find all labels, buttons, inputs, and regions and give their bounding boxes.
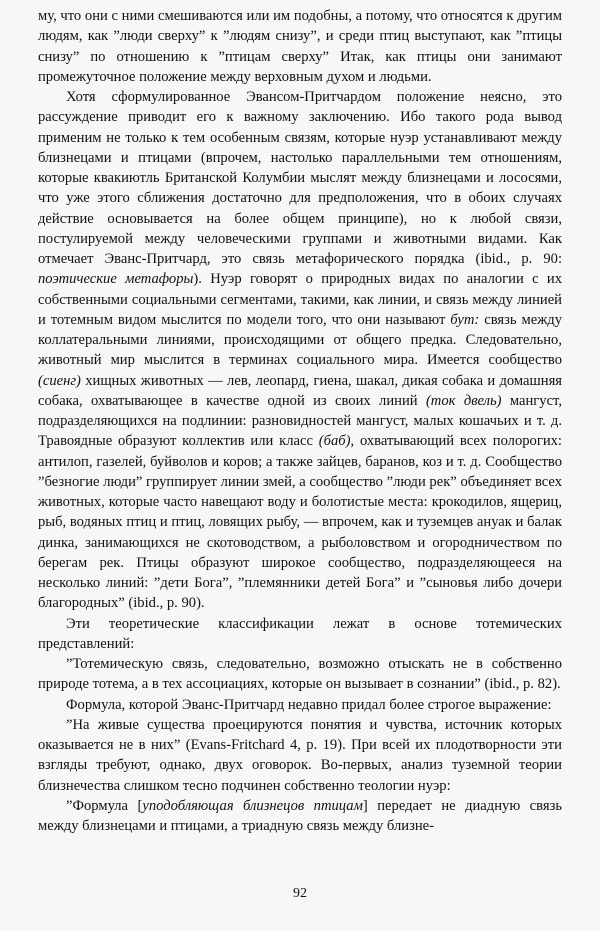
italic-text: бут: bbox=[450, 311, 480, 328]
paragraph bbox=[38, 796, 562, 837]
text-run: Эти теоретические классификации лежат в основе тотемических представлений: bbox=[38, 615, 562, 652]
text-run: Формула, которой Эванс-Притчард недавно придал более строгое выражение: bbox=[66, 696, 552, 713]
text-run: ] передает не диадную связь между близнецами и птицами, а триадную связь между близне- bbox=[38, 797, 562, 834]
text-run: ”На живые существа проецируются понятия и чувства, источник которых оказывается не в них” (Evans-Fritchard 4, p. 19). При всей их плодотворности эти взгляды требуют, однако, двух оговорок. Во-первых, анализ туземной теории близнечества слишком тесно подчинен собственно теологии нуэр: bbox=[38, 716, 562, 794]
paragraph bbox=[38, 715, 562, 796]
body-text bbox=[38, 6, 562, 836]
text-run: ”Формула [ bbox=[66, 797, 143, 814]
italic-text: уподобляющая близнецов птицам bbox=[142, 797, 363, 814]
continued-paragraph bbox=[38, 6, 562, 87]
text-run: мангуст, подразделяющихся на подлинии: разновидностей мангуст, малых кошачьих и т. д. Травоядные образуют коллектив или класс bbox=[38, 392, 562, 450]
italic-text: (сиенг) bbox=[38, 372, 81, 389]
paragraph bbox=[38, 654, 562, 695]
paragraph bbox=[38, 87, 562, 614]
italic-text: (ток двель) bbox=[425, 392, 502, 409]
text-run: му, что они с ними смешиваются или им подобны, а потому, что относятся к другим людям, как ”люди сверху” к ”людям снизу”, и среди птиц выступают, как ”птицы снизу” по отношению к ”птицам сверху” Итак, как птицы они занимают промежуточное положение между верховным духом и людьми. bbox=[38, 8, 562, 85]
text-run: ). Нуэр говорят о природных видах по аналогии с их собственными социальными сегментами, такими, как линии, и связь между линией и тотемным видом мыслится по модели того, что они называют bbox=[38, 271, 562, 328]
text-run: связь между коллатеральными линиями, происходящими от общего предка. Следовательно, животный мир мыслится в терминах социального мира. Имеется сообщество bbox=[38, 311, 562, 369]
paragraph bbox=[38, 695, 562, 715]
text-run: ”Тотемическую связь, следовательно, возможно отыскать не в собственно природе тотема, а в тех ассоциациях, которые он вызывает в сознании” (ibid., p. 82). bbox=[38, 656, 562, 693]
page-number: 92 bbox=[293, 886, 307, 901]
text-run: охватывающий всех полорогих: антилоп, газелей, буйволов и коров; а также зайцев, баранов, коз и т. д. Сообщество ”безногие люди” группирует линии змей, а сообщество ”люди рек” объединяет всех животных, которые часто навещают воду и болотистые места: крокодилов, ящериц, рыб, водяных птиц и птиц, ловящих рыбу, — впрочем, как и туземцев ануак и балак динка, занимающихся не скотоводством, а рыболовством и огородничеством по берегам рек. Птицы образуют широкое сообщество, подразделяющееся на несколько линий: ”дети Бога”, ”племянники детей Бога” и ”сыновья либо дочери благородных” (ibid., p. 90). bbox=[38, 433, 562, 612]
italic-text: поэтические метафоры bbox=[38, 271, 194, 288]
italic-text: (баб), bbox=[318, 433, 355, 450]
text-run: хищных животных — лев, леопард, гиена, шакал, дикая собака и домашняя собака, охватывающее в качестве одной из своих линий bbox=[38, 372, 562, 409]
paragraph bbox=[38, 614, 562, 655]
text-run: Хотя сформулированное Эвансом-Притчардом положение неясно, это рассуждение приводит его к важному заключению. Ибо такого рода вывод применим не только к тем особенным связям, которые нуэр устанавливают между близнецами и птицами (впрочем, настолько параллельными тем отношениям, которые квакиютль Британской Колумбии мыслят между близнецами и лососями, что уже этого сближения достаточно для предположения, что в обоих случаях действие основывается на более общем принципе), но к любой связи, постулируемой между человеческими группами и животными видами. Как отмечает Эванс-Притчард, это связь метафорического порядка (ibid., p. 90: bbox=[38, 89, 562, 267]
